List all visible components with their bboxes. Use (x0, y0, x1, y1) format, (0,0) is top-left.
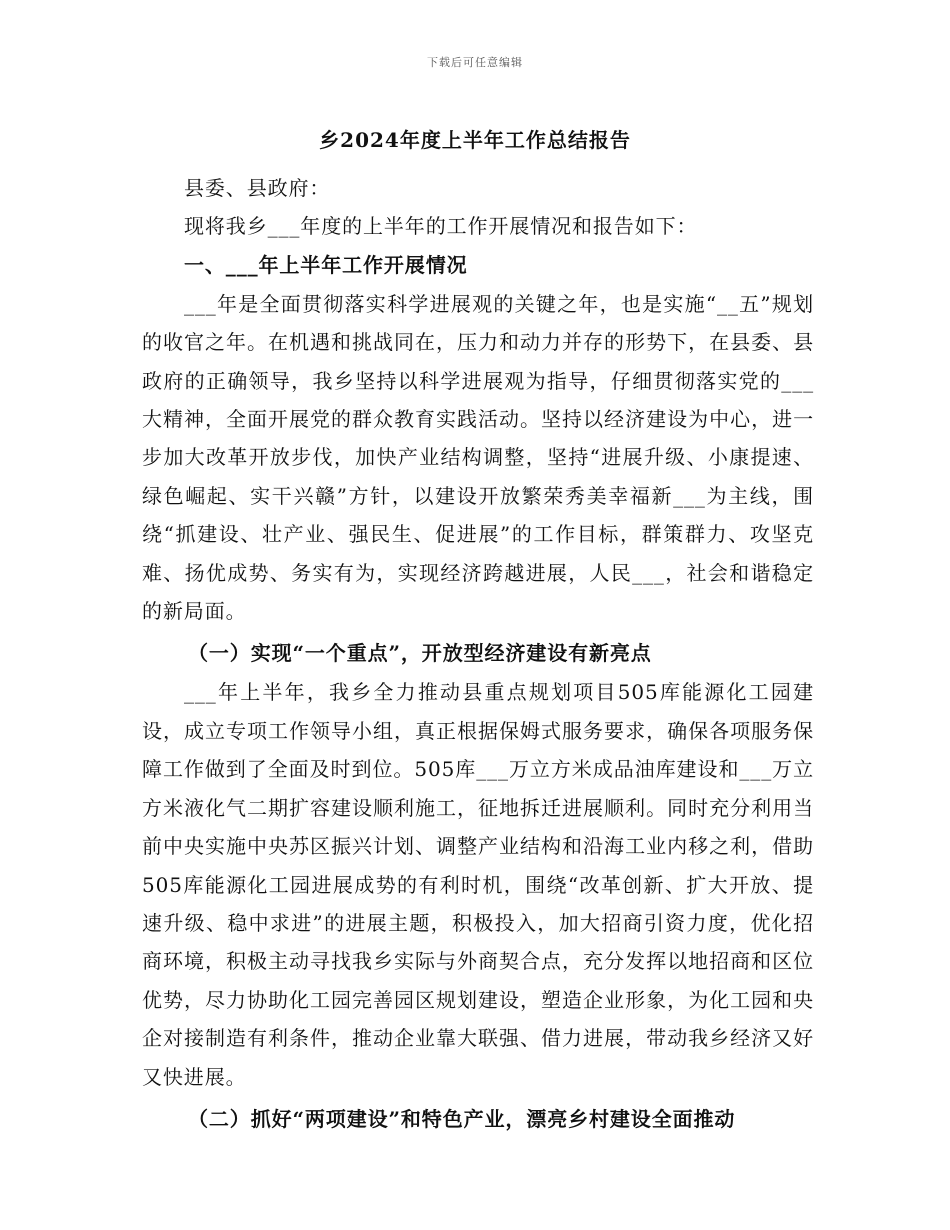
salutation: 县委、县政府： (184, 176, 331, 200)
document-body (142, 169, 814, 1139)
intro-paragraph: 现将我乡___年度的上半年的工作开展情况和报告如下： (184, 214, 698, 239)
document-title: 乡2024年度上半年工作总结报告 (319, 128, 631, 152)
subsection-heading-2: （二）抓好“两项建设”和特色产业，漂亮乡村建设全面推动 (188, 1106, 736, 1131)
body-paragraph-1: ___年是全面贯彻落实科学进展观的关键之年，也是实施“__五”规划的收官之年。在机遇和挑战同在，压力和动力并存的形势下，在县委、县政府的正确领导，我乡坚持以科学进展观为指导，仔细贯彻落实党的___大精神，全面开展党的群众教育实践活动。坚持以经济建设为中心，进一步加大改革开放步伐，加快产业结构调整，坚持“进展升级、小康提速、绿色崛起、实干兴赣”方针，以建设开放繁荣秀美幸福新___为主线，围绕“抓建设、壮产业、强民生、促进展”的工作目标，群策群力、攻坚克难、扬优成势、务实有为，实现经济跨越进展，人民___，社会和谐稳定的新局面。 (142, 291, 814, 624)
subsection-heading-1: （一）实现“一个重点”，开放型经济建设有新亮点 (188, 641, 652, 666)
body-paragraph-2: ___年上半年，我乡全力推动县重点规划项目505库能源化工园建设，成立专项工作领导小组，真正根据保姆式服务要求，确保各项服务保障工作做到了全面及时到位。505库___万立方米成品油库建设和___万立方米液化气二期扩容建设顺利施工，征地拆迁进展顺利。同时充分利用当前中央实施中央苏区振兴计划、调整产业结构和沿海工业内移之利，借助505库能源化工园进展成势的有利时机，围绕“改革创新、扩大开放、提速升级、稳中求进”的进展主题，积极投入，加大招商引资力度，优化招商环境，积极主动寻找我乡实际与外商契合点，充分发挥以地招商和区位优势，尽力协助化工园完善园区规划建设，塑造企业形象，为化工园和央企对接制造有利条件，推动企业靠大联强、借力进展，带动我乡经济又好又快进展。 (142, 680, 814, 1089)
header-note: 下载后可任意编辑 (427, 56, 523, 69)
section-heading-1: 一、___年上半年工作开展情况 (184, 252, 468, 277)
